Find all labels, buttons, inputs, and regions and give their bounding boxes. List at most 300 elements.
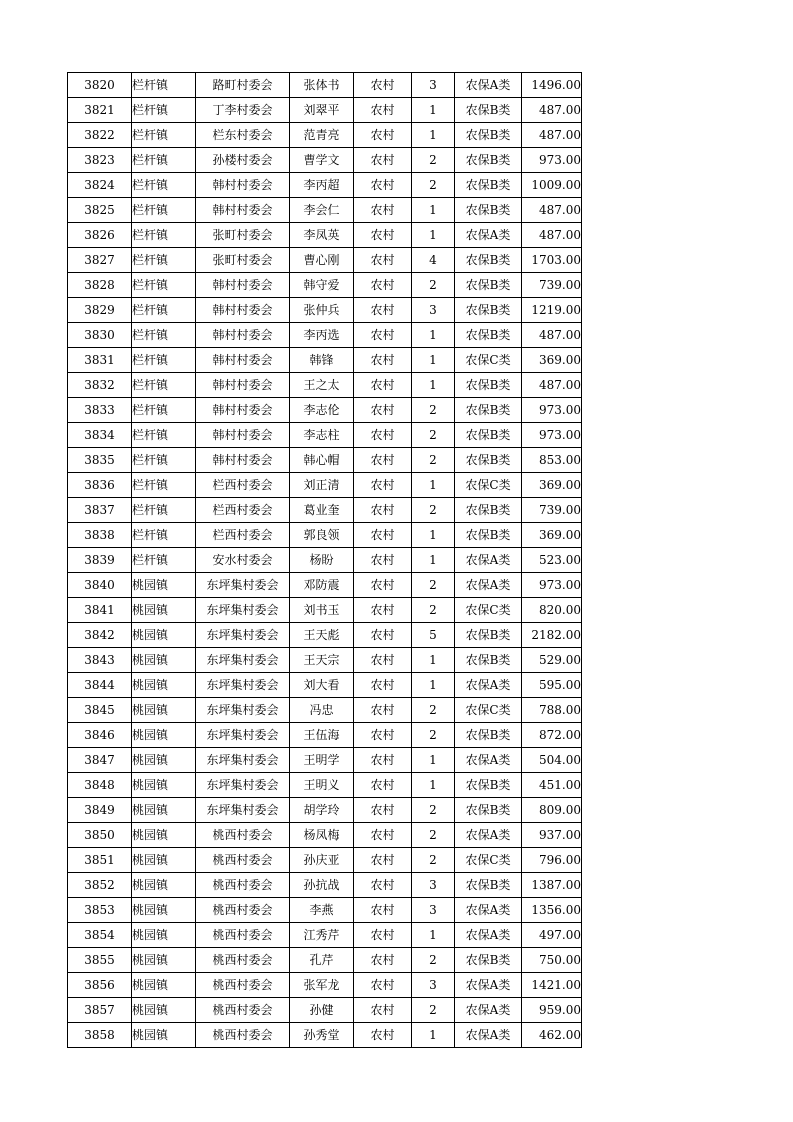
person-name-cell: 范青亮 (290, 123, 354, 148)
table-row (68, 573, 582, 598)
member-count-cell: 1 (412, 223, 455, 248)
town-cell: 栏杆镇 (132, 248, 196, 273)
table-row (68, 123, 582, 148)
table-row (68, 873, 582, 898)
village-committee-cell: 张町村委会 (196, 223, 290, 248)
insurance-category-cell: 农保B类 (455, 798, 522, 823)
row-number-cell: 3850 (68, 823, 132, 848)
amount-cell: 1009.00 (522, 173, 582, 198)
village-committee-cell: 栏西村委会 (196, 523, 290, 548)
town-cell: 栏杆镇 (132, 373, 196, 398)
table-row (68, 848, 582, 873)
village-committee-cell: 桃西村委会 (196, 973, 290, 998)
town-cell: 桃园镇 (132, 1023, 196, 1048)
person-name-cell: 李丙选 (290, 323, 354, 348)
village-committee-cell: 张町村委会 (196, 248, 290, 273)
row-number-cell: 3827 (68, 248, 132, 273)
table-row (68, 723, 582, 748)
member-count-cell: 2 (412, 448, 455, 473)
person-name-cell: 王明义 (290, 773, 354, 798)
row-number-cell: 3826 (68, 223, 132, 248)
town-cell: 栏杆镇 (132, 348, 196, 373)
amount-cell: 487.00 (522, 123, 582, 148)
town-cell: 桃园镇 (132, 598, 196, 623)
member-count-cell: 2 (412, 398, 455, 423)
town-cell: 桃园镇 (132, 573, 196, 598)
village-committee-cell: 路町村委会 (196, 73, 290, 98)
row-number-cell: 3838 (68, 523, 132, 548)
insurance-category-cell: 农保A类 (455, 548, 522, 573)
household-type-cell: 农村 (354, 323, 412, 348)
insurance-category-cell: 农保A类 (455, 573, 522, 598)
table-row (68, 998, 582, 1023)
insurance-category-cell: 农保A类 (455, 673, 522, 698)
row-number-cell: 3825 (68, 198, 132, 223)
amount-cell: 369.00 (522, 348, 582, 373)
member-count-cell: 1 (412, 123, 455, 148)
household-type-cell: 农村 (354, 423, 412, 448)
household-type-cell: 农村 (354, 173, 412, 198)
table-row (68, 948, 582, 973)
person-name-cell: 江秀芹 (290, 923, 354, 948)
person-name-cell: 李丙超 (290, 173, 354, 198)
table-row (68, 473, 582, 498)
person-name-cell: 孙健 (290, 998, 354, 1023)
town-cell: 栏杆镇 (132, 148, 196, 173)
household-type-cell: 农村 (354, 248, 412, 273)
amount-cell: 504.00 (522, 748, 582, 773)
insurance-category-cell: 农保B类 (455, 148, 522, 173)
insurance-category-cell: 农保B类 (455, 298, 522, 323)
household-type-cell: 农村 (354, 998, 412, 1023)
row-number-cell: 3822 (68, 123, 132, 148)
person-name-cell: 张仲兵 (290, 298, 354, 323)
amount-cell: 1703.00 (522, 248, 582, 273)
insurance-category-cell: 农保B类 (455, 323, 522, 348)
town-cell: 桃园镇 (132, 823, 196, 848)
insurance-category-cell: 农保B类 (455, 623, 522, 648)
town-cell: 桃园镇 (132, 898, 196, 923)
member-count-cell: 2 (412, 273, 455, 298)
village-committee-cell: 桃西村委会 (196, 948, 290, 973)
amount-cell: 820.00 (522, 598, 582, 623)
member-count-cell: 2 (412, 573, 455, 598)
amount-cell: 2182.00 (522, 623, 582, 648)
member-count-cell: 2 (412, 498, 455, 523)
household-type-cell: 农村 (354, 923, 412, 948)
village-committee-cell: 韩村村委会 (196, 173, 290, 198)
row-number-cell: 3832 (68, 373, 132, 398)
person-name-cell: 李会仁 (290, 198, 354, 223)
village-committee-cell: 桃西村委会 (196, 923, 290, 948)
table-row (68, 798, 582, 823)
person-name-cell: 王天彪 (290, 623, 354, 648)
amount-cell: 973.00 (522, 573, 582, 598)
household-type-cell: 农村 (354, 223, 412, 248)
person-name-cell: 李志柱 (290, 423, 354, 448)
member-count-cell: 5 (412, 623, 455, 648)
insurance-category-cell: 农保C类 (455, 698, 522, 723)
household-type-cell: 农村 (354, 123, 412, 148)
household-type-cell: 农村 (354, 548, 412, 573)
row-number-cell: 3821 (68, 98, 132, 123)
person-name-cell: 葛业奎 (290, 498, 354, 523)
person-name-cell: 胡学玲 (290, 798, 354, 823)
household-type-cell: 农村 (354, 623, 412, 648)
table-row (68, 373, 582, 398)
table-row (68, 623, 582, 648)
person-name-cell: 刘书玉 (290, 598, 354, 623)
household-type-cell: 农村 (354, 873, 412, 898)
household-type-cell: 农村 (354, 748, 412, 773)
amount-cell: 739.00 (522, 273, 582, 298)
member-count-cell: 2 (412, 148, 455, 173)
household-type-cell: 农村 (354, 723, 412, 748)
person-name-cell: 曹学文 (290, 148, 354, 173)
insurance-category-cell: 农保B类 (455, 123, 522, 148)
member-count-cell: 3 (412, 898, 455, 923)
table-row (68, 1023, 582, 1048)
town-cell: 栏杆镇 (132, 173, 196, 198)
town-cell: 栏杆镇 (132, 123, 196, 148)
member-count-cell: 2 (412, 848, 455, 873)
row-number-cell: 3854 (68, 923, 132, 948)
table-row (68, 173, 582, 198)
person-name-cell: 韩锋 (290, 348, 354, 373)
table-row (68, 598, 582, 623)
person-name-cell: 刘翠平 (290, 98, 354, 123)
insurance-category-cell: 农保A类 (455, 1023, 522, 1048)
household-type-cell: 农村 (354, 898, 412, 923)
amount-cell: 973.00 (522, 423, 582, 448)
table-row (68, 548, 582, 573)
village-committee-cell: 东坪集村委会 (196, 698, 290, 723)
member-count-cell: 1 (412, 673, 455, 698)
village-committee-cell: 东坪集村委会 (196, 798, 290, 823)
amount-cell: 1496.00 (522, 73, 582, 98)
insurance-category-cell: 农保A类 (455, 748, 522, 773)
village-committee-cell: 桃西村委会 (196, 898, 290, 923)
row-number-cell: 3829 (68, 298, 132, 323)
amount-cell: 853.00 (522, 448, 582, 473)
table-row (68, 523, 582, 548)
town-cell: 桃园镇 (132, 998, 196, 1023)
insurance-category-cell: 农保B类 (455, 173, 522, 198)
person-name-cell: 刘正清 (290, 473, 354, 498)
table-row (68, 648, 582, 673)
household-type-cell: 农村 (354, 498, 412, 523)
table-row (68, 398, 582, 423)
row-number-cell: 3831 (68, 348, 132, 373)
person-name-cell: 冯忠 (290, 698, 354, 723)
amount-cell: 487.00 (522, 98, 582, 123)
amount-cell: 1421.00 (522, 973, 582, 998)
village-committee-cell: 桃西村委会 (196, 1023, 290, 1048)
village-committee-cell: 桃西村委会 (196, 848, 290, 873)
member-count-cell: 1 (412, 473, 455, 498)
row-number-cell: 3848 (68, 773, 132, 798)
insurance-category-cell: 农保B类 (455, 723, 522, 748)
member-count-cell: 1 (412, 323, 455, 348)
table-body (68, 73, 582, 1048)
row-number-cell: 3843 (68, 648, 132, 673)
village-committee-cell: 东坪集村委会 (196, 598, 290, 623)
member-count-cell: 2 (412, 723, 455, 748)
row-number-cell: 3830 (68, 323, 132, 348)
person-name-cell: 杨盼 (290, 548, 354, 573)
member-count-cell: 3 (412, 73, 455, 98)
insurance-category-cell: 农保B类 (455, 773, 522, 798)
insurance-category-cell: 农保C类 (455, 598, 522, 623)
row-number-cell: 3834 (68, 423, 132, 448)
village-committee-cell: 东坪集村委会 (196, 748, 290, 773)
table-row (68, 898, 582, 923)
village-committee-cell: 桃西村委会 (196, 998, 290, 1023)
table-row (68, 448, 582, 473)
table-row (68, 673, 582, 698)
table-row (68, 773, 582, 798)
person-name-cell: 王天宗 (290, 648, 354, 673)
member-count-cell: 1 (412, 523, 455, 548)
member-count-cell: 4 (412, 248, 455, 273)
amount-cell: 487.00 (522, 198, 582, 223)
member-count-cell: 1 (412, 773, 455, 798)
person-name-cell: 孙秀堂 (290, 1023, 354, 1048)
town-cell: 栏杆镇 (132, 223, 196, 248)
member-count-cell: 2 (412, 823, 455, 848)
town-cell: 栏杆镇 (132, 198, 196, 223)
town-cell: 桃园镇 (132, 923, 196, 948)
town-cell: 桃园镇 (132, 873, 196, 898)
data-table (67, 72, 582, 1048)
town-cell: 桃园镇 (132, 648, 196, 673)
insurance-category-cell: 农保A类 (455, 923, 522, 948)
village-committee-cell: 栏西村委会 (196, 473, 290, 498)
village-committee-cell: 韩村村委会 (196, 273, 290, 298)
table-row (68, 98, 582, 123)
household-type-cell: 农村 (354, 848, 412, 873)
household-type-cell: 农村 (354, 73, 412, 98)
village-committee-cell: 韩村村委会 (196, 373, 290, 398)
row-number-cell: 3836 (68, 473, 132, 498)
table-row (68, 823, 582, 848)
insurance-category-cell: 农保C类 (455, 848, 522, 873)
table-row (68, 148, 582, 173)
table-row (68, 223, 582, 248)
household-type-cell: 农村 (354, 298, 412, 323)
person-name-cell: 郭良领 (290, 523, 354, 548)
row-number-cell: 3835 (68, 448, 132, 473)
village-committee-cell: 桃西村委会 (196, 823, 290, 848)
village-committee-cell: 东坪集村委会 (196, 573, 290, 598)
row-number-cell: 3855 (68, 948, 132, 973)
row-number-cell: 3828 (68, 273, 132, 298)
person-name-cell: 邓防震 (290, 573, 354, 598)
table-row (68, 73, 582, 98)
table-row (68, 498, 582, 523)
town-cell: 栏杆镇 (132, 498, 196, 523)
insurance-category-cell: 农保B类 (455, 98, 522, 123)
amount-cell: 462.00 (522, 1023, 582, 1048)
town-cell: 桃园镇 (132, 948, 196, 973)
row-number-cell: 3846 (68, 723, 132, 748)
insurance-category-cell: 农保B类 (455, 648, 522, 673)
person-name-cell: 曹心刚 (290, 248, 354, 273)
table-row (68, 298, 582, 323)
insurance-category-cell: 农保B类 (455, 273, 522, 298)
amount-cell: 1387.00 (522, 873, 582, 898)
town-cell: 桃园镇 (132, 673, 196, 698)
table-row (68, 198, 582, 223)
household-type-cell: 农村 (354, 98, 412, 123)
village-committee-cell: 栏西村委会 (196, 498, 290, 523)
household-type-cell: 农村 (354, 198, 412, 223)
amount-cell: 937.00 (522, 823, 582, 848)
town-cell: 栏杆镇 (132, 323, 196, 348)
row-number-cell: 3840 (68, 573, 132, 598)
village-committee-cell: 韩村村委会 (196, 448, 290, 473)
village-committee-cell: 韩村村委会 (196, 323, 290, 348)
town-cell: 桃园镇 (132, 623, 196, 648)
town-cell: 桃园镇 (132, 773, 196, 798)
amount-cell: 595.00 (522, 673, 582, 698)
table-row (68, 348, 582, 373)
household-type-cell: 农村 (354, 573, 412, 598)
row-number-cell: 3857 (68, 998, 132, 1023)
insurance-category-cell: 农保B类 (455, 248, 522, 273)
amount-cell: 529.00 (522, 648, 582, 673)
row-number-cell: 3847 (68, 748, 132, 773)
amount-cell: 369.00 (522, 473, 582, 498)
row-number-cell: 3841 (68, 598, 132, 623)
insurance-category-cell: 农保B类 (455, 448, 522, 473)
table-row (68, 698, 582, 723)
row-number-cell: 3852 (68, 873, 132, 898)
town-cell: 桃园镇 (132, 973, 196, 998)
insurance-category-cell: 农保A类 (455, 973, 522, 998)
town-cell: 栏杆镇 (132, 73, 196, 98)
household-type-cell: 农村 (354, 773, 412, 798)
household-type-cell: 农村 (354, 823, 412, 848)
town-cell: 栏杆镇 (132, 298, 196, 323)
insurance-category-cell: 农保B类 (455, 948, 522, 973)
household-type-cell: 农村 (354, 1023, 412, 1048)
person-name-cell: 孙抗战 (290, 873, 354, 898)
household-type-cell: 农村 (354, 598, 412, 623)
row-number-cell: 3858 (68, 1023, 132, 1048)
town-cell: 栏杆镇 (132, 548, 196, 573)
table-row (68, 248, 582, 273)
household-type-cell: 农村 (354, 348, 412, 373)
village-committee-cell: 东坪集村委会 (196, 648, 290, 673)
town-cell: 桃园镇 (132, 748, 196, 773)
member-count-cell: 1 (412, 548, 455, 573)
table-row (68, 923, 582, 948)
table-row (68, 973, 582, 998)
household-type-cell: 农村 (354, 148, 412, 173)
row-number-cell: 3823 (68, 148, 132, 173)
amount-cell: 1356.00 (522, 898, 582, 923)
member-count-cell: 1 (412, 348, 455, 373)
village-committee-cell: 韩村村委会 (196, 398, 290, 423)
household-type-cell: 农村 (354, 373, 412, 398)
household-type-cell: 农村 (354, 648, 412, 673)
member-count-cell: 1 (412, 1023, 455, 1048)
table-row (68, 423, 582, 448)
village-committee-cell: 韩村村委会 (196, 348, 290, 373)
amount-cell: 497.00 (522, 923, 582, 948)
village-committee-cell: 丁李村委会 (196, 98, 290, 123)
person-name-cell: 韩守爱 (290, 273, 354, 298)
household-type-cell: 农村 (354, 698, 412, 723)
village-committee-cell: 东坪集村委会 (196, 723, 290, 748)
member-count-cell: 3 (412, 973, 455, 998)
member-count-cell: 2 (412, 948, 455, 973)
insurance-category-cell: 农保B类 (455, 423, 522, 448)
amount-cell: 809.00 (522, 798, 582, 823)
person-name-cell: 杨凤梅 (290, 823, 354, 848)
amount-cell: 487.00 (522, 323, 582, 348)
town-cell: 桃园镇 (132, 848, 196, 873)
amount-cell: 487.00 (522, 223, 582, 248)
village-committee-cell: 韩村村委会 (196, 298, 290, 323)
insurance-category-cell: 农保B类 (455, 498, 522, 523)
amount-cell: 487.00 (522, 373, 582, 398)
amount-cell: 451.00 (522, 773, 582, 798)
village-committee-cell: 栏东村委会 (196, 123, 290, 148)
table-row (68, 748, 582, 773)
insurance-category-cell: 农保A类 (455, 898, 522, 923)
town-cell: 桃园镇 (132, 723, 196, 748)
row-number-cell: 3833 (68, 398, 132, 423)
town-cell: 桃园镇 (132, 698, 196, 723)
table-row (68, 323, 582, 348)
member-count-cell: 2 (412, 598, 455, 623)
town-cell: 栏杆镇 (132, 448, 196, 473)
household-type-cell: 农村 (354, 673, 412, 698)
member-count-cell: 1 (412, 648, 455, 673)
village-committee-cell: 桃西村委会 (196, 873, 290, 898)
village-committee-cell: 东坪集村委会 (196, 773, 290, 798)
insurance-category-cell: 农保B类 (455, 523, 522, 548)
town-cell: 栏杆镇 (132, 98, 196, 123)
household-type-cell: 农村 (354, 273, 412, 298)
person-name-cell: 王之太 (290, 373, 354, 398)
village-committee-cell: 东坪集村委会 (196, 623, 290, 648)
member-count-cell: 2 (412, 698, 455, 723)
member-count-cell: 2 (412, 423, 455, 448)
household-type-cell: 农村 (354, 473, 412, 498)
village-committee-cell: 孙楼村委会 (196, 148, 290, 173)
row-number-cell: 3844 (68, 673, 132, 698)
row-number-cell: 3820 (68, 73, 132, 98)
insurance-category-cell: 农保A类 (455, 998, 522, 1023)
row-number-cell: 3851 (68, 848, 132, 873)
town-cell: 栏杆镇 (132, 398, 196, 423)
member-count-cell: 2 (412, 998, 455, 1023)
person-name-cell: 张军龙 (290, 973, 354, 998)
amount-cell: 750.00 (522, 948, 582, 973)
row-number-cell: 3842 (68, 623, 132, 648)
amount-cell: 369.00 (522, 523, 582, 548)
household-type-cell: 农村 (354, 948, 412, 973)
household-type-cell: 农村 (354, 448, 412, 473)
insurance-category-cell: 农保B类 (455, 198, 522, 223)
insurance-category-cell: 农保A类 (455, 73, 522, 98)
town-cell: 桃园镇 (132, 798, 196, 823)
amount-cell: 788.00 (522, 698, 582, 723)
row-number-cell: 3849 (68, 798, 132, 823)
